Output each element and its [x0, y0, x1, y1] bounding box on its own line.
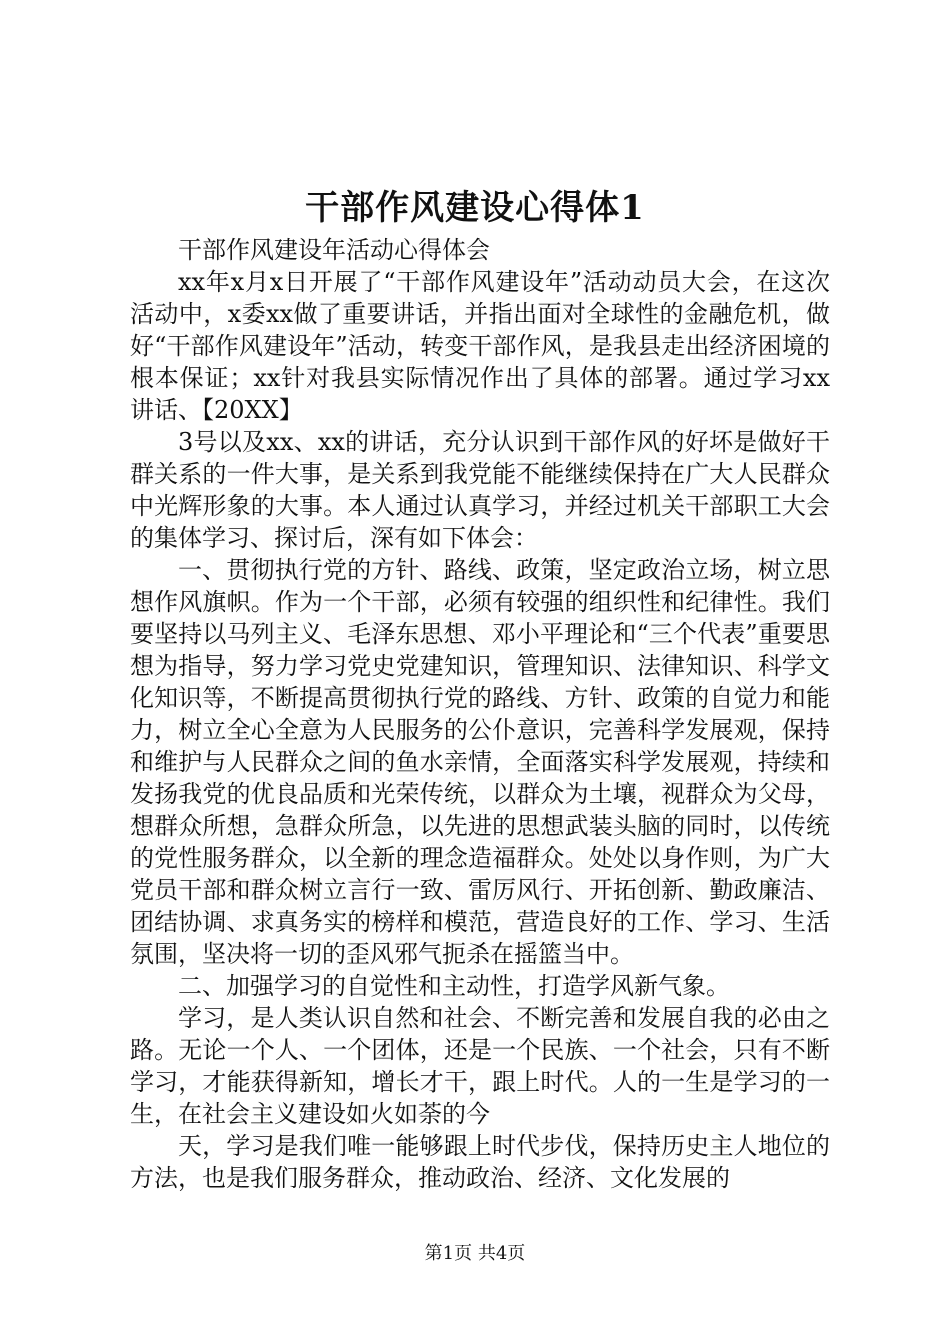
body-paragraph: 天，学习是我们唯一能够跟上时代步伐，保持历史主人地位的方法，也是我们服务群众，推动政治、经济、文化发展的 — [130, 1132, 830, 1192]
document-body — [130, 234, 830, 1194]
section-heading: 二、加强学习的自觉性和主动性，打造学风新气象。 — [178, 972, 730, 1000]
body-paragraph: xx年x月x日开展了“干部作风建设年”活动动员大会，在这次活动中，x委xx做了重要讲话，并指出面对全球性的金融危机，做好“干部作风建设年”活动，转变干部作风，是我县走出经济困境的根本保证；xx针对我县实际情况作出了具体的部署。通过学习xx讲话、【20XX】 — [130, 268, 830, 424]
body-paragraph: 学习，是人类认识自然和社会、不断完善和发展自我的必由之路。无论一个人、一个团体，还是一个民族、一个社会，只有不断学习，才能获得新知，增长才干，跟上时代。人的一生是学习的一生，在社会主义建设如火如荼的今 — [130, 1004, 830, 1128]
body-paragraph: 一、贯彻执行党的方针、路线、政策，坚定政治立场，树立思想作风旗帜。作为一个干部，必须有较强的组织性和纪律性。我们要坚持以马列主义、毛泽东思想、邓小平理论和“三个代表”重要思想为指导，努力学习党史党建知识，管理知识、法律知识、科学文化知识等，不断提高贯彻执行党的路线、方针、政策的自觉力和能力，树立全心全意为人民服务的公仆意识，完善科学发展观，保持和维护与人民群众之间的鱼水亲情，全面落实科学发展观，持续和发扬我党的优良品质和光荣传统，以群众为土壤，视群众为父母，想群众所想，急群众所急，以先进的思想武装头脑的同时，以传统的党性服务群众，以全新的理念造福群众。处处以身作则，为广大党员干部和群众树立言行一致、雷厉风行、开拓创新、勤政廉洁、团结协调、求真务实的榜样和模范，营造良好的工作、学习、生活氛围，坚决将一切的歪风邪气扼杀在摇篮当中。 — [130, 556, 830, 968]
body-paragraph: 3号以及xx、xx的讲话，充分认识到干部作风的好坏是做好干群关系的一件大事，是关系到我党能不能继续保持在广大人民群众中光辉形象的大事。本人通过认真学习，并经过机关干部职工大会的集体学习、探讨后，深有如下体会： — [130, 428, 830, 552]
subtitle-paragraph: 干部作风建设年活动心得体会 — [178, 236, 490, 264]
page-number-footer: 第1页 共4页 — [424, 1243, 526, 1264]
document-title: 干部作风建设心得体1 — [305, 188, 645, 228]
